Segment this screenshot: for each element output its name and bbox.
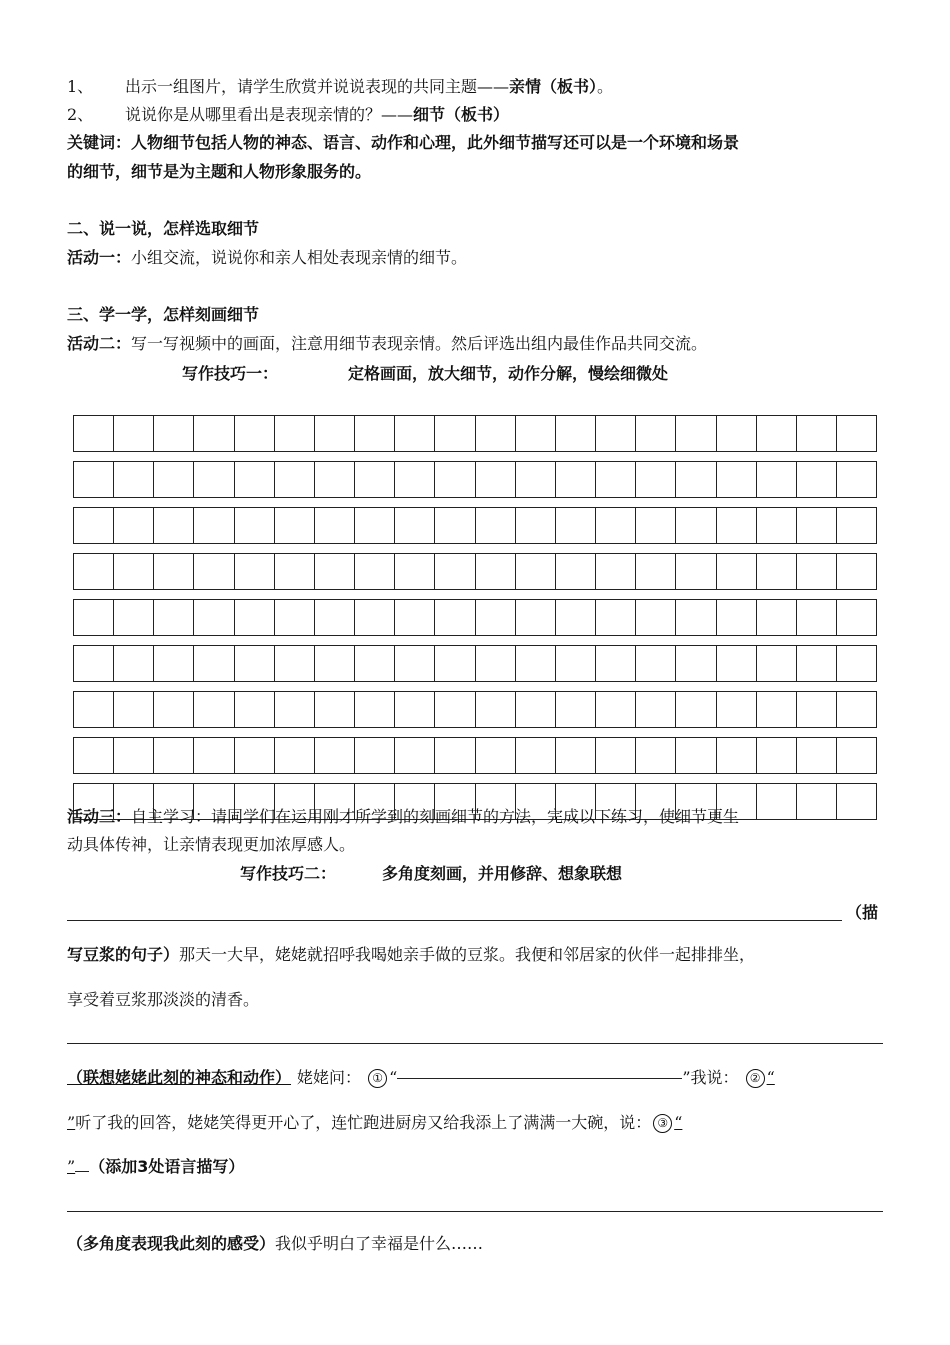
grid-cell[interactable] bbox=[516, 646, 556, 681]
grid-cell[interactable] bbox=[797, 784, 837, 819]
writing-grid[interactable] bbox=[73, 415, 877, 820]
grid-cell[interactable] bbox=[315, 416, 355, 451]
grid-cell[interactable] bbox=[676, 462, 716, 497]
grid-cell[interactable] bbox=[837, 554, 877, 589]
grid-cell[interactable] bbox=[395, 600, 435, 635]
grid-cell[interactable] bbox=[74, 738, 114, 773]
grid-row bbox=[73, 507, 877, 544]
grid-cell[interactable] bbox=[355, 646, 395, 681]
grid-cell[interactable] bbox=[235, 738, 275, 773]
grid-cell[interactable] bbox=[435, 600, 475, 635]
grid-cell[interactable] bbox=[194, 416, 234, 451]
grid-cell[interactable] bbox=[797, 508, 837, 543]
grid-cell[interactable] bbox=[395, 554, 435, 589]
grid-cell[interactable] bbox=[74, 508, 114, 543]
grid-cell[interactable] bbox=[757, 416, 797, 451]
grid-cell[interactable] bbox=[435, 554, 475, 589]
grid-cell[interactable] bbox=[114, 692, 154, 727]
grid-row bbox=[73, 553, 877, 590]
grid-cell[interactable] bbox=[717, 600, 757, 635]
grid-cell[interactable] bbox=[596, 416, 636, 451]
grid-cell[interactable] bbox=[837, 462, 877, 497]
grid-cell[interactable] bbox=[275, 554, 315, 589]
grid-cell[interactable] bbox=[636, 646, 676, 681]
grid-cell[interactable] bbox=[194, 646, 234, 681]
grid-cell[interactable] bbox=[154, 462, 194, 497]
grid-cell[interactable] bbox=[476, 600, 516, 635]
grid-cell[interactable] bbox=[797, 738, 837, 773]
exercise-paragraph-2: ”听了我的回答，姥姥笑得更开心了，连忙跑进厨房又给我添上了满满一大碗，说： ③ “ bbox=[67, 1113, 683, 1132]
grid-cell[interactable] bbox=[676, 692, 716, 727]
grid-cell[interactable] bbox=[395, 416, 435, 451]
grid-cell[interactable] bbox=[74, 600, 114, 635]
grid-cell[interactable] bbox=[636, 508, 676, 543]
grid-cell[interactable] bbox=[355, 692, 395, 727]
grid-cell[interactable] bbox=[315, 692, 355, 727]
grid-cell[interactable] bbox=[194, 554, 234, 589]
grid-cell[interactable] bbox=[154, 692, 194, 727]
circle-3: ③ bbox=[653, 1114, 672, 1133]
grid-cell[interactable] bbox=[235, 646, 275, 681]
grid-cell[interactable] bbox=[275, 738, 315, 773]
exercise-hint-3: ” （添加3处语言描写） bbox=[67, 1157, 245, 1176]
grid-cell[interactable] bbox=[395, 738, 435, 773]
grid-cell[interactable] bbox=[556, 646, 596, 681]
grid-cell[interactable] bbox=[797, 462, 837, 497]
grid-cell[interactable] bbox=[676, 600, 716, 635]
grid-cell[interactable] bbox=[275, 462, 315, 497]
grid-cell[interactable] bbox=[837, 646, 877, 681]
grid-cell[interactable] bbox=[74, 462, 114, 497]
grid-cell[interactable] bbox=[676, 738, 716, 773]
grid-cell[interactable] bbox=[837, 416, 877, 451]
grid-cell[interactable] bbox=[757, 462, 797, 497]
grid-cell[interactable] bbox=[194, 462, 234, 497]
grid-cell[interactable] bbox=[556, 600, 596, 635]
grid-cell[interactable] bbox=[837, 738, 877, 773]
grid-cell[interactable] bbox=[556, 416, 596, 451]
grid-cell[interactable] bbox=[435, 646, 475, 681]
grid-cell[interactable] bbox=[315, 554, 355, 589]
grid-cell[interactable] bbox=[717, 692, 757, 727]
grid-cell[interactable] bbox=[355, 416, 395, 451]
grid-cell[interactable] bbox=[476, 646, 516, 681]
grid-cell[interactable] bbox=[395, 508, 435, 543]
grid-cell[interactable] bbox=[435, 462, 475, 497]
grid-row bbox=[73, 461, 877, 498]
grid-cell[interactable] bbox=[114, 738, 154, 773]
grid-cell[interactable] bbox=[435, 692, 475, 727]
grid-cell[interactable] bbox=[355, 600, 395, 635]
activity-1: 活动一：小组交流，说说你和亲人相处表现亲情的细节。 bbox=[67, 248, 468, 267]
grid-row bbox=[73, 645, 877, 682]
grid-cell[interactable] bbox=[797, 554, 837, 589]
grid-cell[interactable] bbox=[797, 692, 837, 727]
grid-cell[interactable] bbox=[516, 692, 556, 727]
grid-row bbox=[73, 599, 877, 636]
grid-cell[interactable] bbox=[837, 600, 877, 635]
grid-cell[interactable] bbox=[676, 646, 716, 681]
grid-cell[interactable] bbox=[154, 738, 194, 773]
answer-blank-1[interactable] bbox=[397, 1078, 682, 1079]
grid-cell[interactable] bbox=[435, 508, 475, 543]
grid-cell[interactable] bbox=[476, 416, 516, 451]
grid-cell[interactable] bbox=[556, 692, 596, 727]
grid-cell[interactable] bbox=[837, 692, 877, 727]
grid-cell[interactable] bbox=[74, 646, 114, 681]
grid-cell[interactable] bbox=[717, 416, 757, 451]
section-3-heading: 三、学一学，怎样刻画细节 bbox=[67, 305, 260, 324]
grid-cell[interactable] bbox=[235, 416, 275, 451]
grid-cell[interactable] bbox=[235, 554, 275, 589]
exercise-paragraph-1: 写豆浆的句子）那天一大早，姥姥就招呼我喝她亲手做的豆浆。我便和邻居家的伙伴一起排排坐， bbox=[67, 945, 756, 964]
exercise-paragraph-1b: 享受着豆浆那淡淡的清香。 bbox=[67, 990, 260, 1009]
circle-2: ② bbox=[746, 1069, 765, 1088]
writing-tip-1: 写作技巧一： 定格画面，放大细节，动作分解，慢绘细微处 bbox=[182, 364, 669, 383]
intro-item-2: 2、 说说你是从哪里看出是表现亲情的？——细节（板书） bbox=[67, 105, 510, 124]
activity-2: 活动二：写一写视频中的画面，注意用细节表现亲情。然后评选出组内最佳作品共同交流。 bbox=[67, 334, 708, 353]
circle-1: ① bbox=[368, 1069, 387, 1088]
activity-3-line-2: 动具体传神，让亲情表现更加浓厚感人。 bbox=[67, 835, 356, 854]
grid-cell[interactable] bbox=[114, 646, 154, 681]
grid-cell[interactable] bbox=[717, 738, 757, 773]
grid-cell[interactable] bbox=[556, 738, 596, 773]
grid-cell[interactable] bbox=[556, 462, 596, 497]
grid-cell[interactable] bbox=[516, 738, 556, 773]
grid-cell[interactable] bbox=[636, 462, 676, 497]
grid-cell[interactable] bbox=[194, 738, 234, 773]
grid-cell[interactable] bbox=[476, 554, 516, 589]
intro-item-1: 1、 出示一组图片，请学生欣赏并说说表现的共同主题——亲情（板书）。 bbox=[67, 77, 614, 96]
grid-cell[interactable] bbox=[596, 646, 636, 681]
exercise-dialogue-line: （联想姥姥此刻的神态和动作） 姥姥问： ① “ ”我说： ② “ bbox=[67, 1068, 775, 1087]
grid-cell[interactable] bbox=[717, 646, 757, 681]
grid-cell[interactable] bbox=[235, 600, 275, 635]
activity-3-line-1: 活动三：自主学习：请同学们在运用刚才所学到的刻画细节的方法，完成以下练习，使细节更生 bbox=[67, 807, 740, 826]
grid-cell[interactable] bbox=[74, 692, 114, 727]
grid-cell[interactable] bbox=[154, 508, 194, 543]
grid-row bbox=[73, 691, 877, 728]
grid-cell[interactable] bbox=[797, 416, 837, 451]
grid-cell[interactable] bbox=[315, 738, 355, 773]
grid-cell[interactable] bbox=[717, 554, 757, 589]
grid-cell[interactable] bbox=[435, 416, 475, 451]
grid-cell[interactable] bbox=[596, 738, 636, 773]
grid-cell[interactable] bbox=[275, 508, 315, 543]
grid-cell[interactable] bbox=[757, 554, 797, 589]
grid-cell[interactable] bbox=[717, 462, 757, 497]
grid-cell[interactable] bbox=[516, 554, 556, 589]
grid-cell[interactable] bbox=[154, 600, 194, 635]
grid-cell[interactable] bbox=[596, 508, 636, 543]
grid-cell[interactable] bbox=[596, 692, 636, 727]
grid-cell[interactable] bbox=[636, 692, 676, 727]
grid-cell[interactable] bbox=[235, 508, 275, 543]
grid-cell[interactable] bbox=[114, 462, 154, 497]
grid-cell[interactable] bbox=[315, 508, 355, 543]
grid-cell[interactable] bbox=[797, 646, 837, 681]
grid-cell[interactable] bbox=[636, 554, 676, 589]
grid-cell[interactable] bbox=[636, 416, 676, 451]
grid-cell[interactable] bbox=[516, 508, 556, 543]
grid-cell[interactable] bbox=[154, 646, 194, 681]
grid-cell[interactable] bbox=[556, 508, 596, 543]
grid-cell[interactable] bbox=[757, 784, 797, 819]
grid-cell[interactable] bbox=[676, 416, 716, 451]
grid-cell[interactable] bbox=[676, 554, 716, 589]
grid-cell[interactable] bbox=[636, 600, 676, 635]
grid-cell[interactable] bbox=[757, 692, 797, 727]
grid-cell[interactable] bbox=[235, 692, 275, 727]
grid-cell[interactable] bbox=[154, 416, 194, 451]
keyword-line-1: 关键词：人物细节包括人物的神态、语言、动作和心理，此外细节描写还可以是一个环境和场景 bbox=[67, 133, 740, 152]
grid-cell[interactable] bbox=[435, 738, 475, 773]
grid-cell[interactable] bbox=[275, 600, 315, 635]
grid-cell[interactable] bbox=[757, 508, 797, 543]
grid-cell[interactable] bbox=[837, 508, 877, 543]
grid-cell[interactable] bbox=[114, 554, 154, 589]
grid-cell[interactable] bbox=[476, 738, 516, 773]
answer-line-2[interactable] bbox=[67, 1043, 883, 1044]
grid-cell[interactable] bbox=[194, 508, 234, 543]
grid-cell[interactable] bbox=[476, 508, 516, 543]
grid-cell[interactable] bbox=[355, 738, 395, 773]
grid-cell[interactable] bbox=[717, 508, 757, 543]
keyword-line-2: 的细节，细节是为主题和人物形象服务的。 bbox=[67, 162, 372, 181]
grid-cell[interactable] bbox=[516, 600, 556, 635]
grid-cell[interactable] bbox=[114, 508, 154, 543]
grid-cell[interactable] bbox=[395, 646, 435, 681]
grid-cell[interactable] bbox=[154, 554, 194, 589]
grid-cell[interactable] bbox=[516, 416, 556, 451]
grid-cell[interactable] bbox=[556, 554, 596, 589]
grid-cell[interactable] bbox=[596, 600, 636, 635]
grid-cell[interactable] bbox=[114, 416, 154, 451]
grid-cell[interactable] bbox=[74, 416, 114, 451]
answer-line-1[interactable] bbox=[67, 920, 842, 921]
grid-cell[interactable] bbox=[476, 462, 516, 497]
grid-cell[interactable] bbox=[596, 554, 636, 589]
grid-cell[interactable] bbox=[395, 692, 435, 727]
grid-cell[interactable] bbox=[355, 462, 395, 497]
grid-cell[interactable] bbox=[114, 600, 154, 635]
grid-cell[interactable] bbox=[355, 554, 395, 589]
grid-cell[interactable] bbox=[194, 600, 234, 635]
grid-row bbox=[73, 737, 877, 774]
grid-cell[interactable] bbox=[275, 646, 315, 681]
writing-tip-2: 写作技巧二： 多角度刻画，并用修辞、想象联想 bbox=[240, 864, 623, 883]
grid-row bbox=[73, 415, 877, 452]
grid-cell[interactable] bbox=[315, 462, 355, 497]
grid-cell[interactable] bbox=[315, 646, 355, 681]
grid-cell[interactable] bbox=[476, 692, 516, 727]
answer-line-3[interactable] bbox=[67, 1211, 883, 1212]
grid-cell[interactable] bbox=[596, 462, 636, 497]
grid-cell[interactable] bbox=[516, 462, 556, 497]
grid-cell[interactable] bbox=[194, 692, 234, 727]
grid-cell[interactable] bbox=[797, 600, 837, 635]
exercise-ending: （多角度表现我此刻的感受）我似乎明白了幸福是什么…… bbox=[67, 1234, 484, 1253]
grid-cell[interactable] bbox=[395, 462, 435, 497]
grid-cell[interactable] bbox=[235, 462, 275, 497]
grid-cell[interactable] bbox=[355, 508, 395, 543]
hint-doujiang-start: （描 bbox=[846, 903, 879, 922]
grid-cell[interactable] bbox=[74, 554, 114, 589]
section-2-heading: 二、说一说，怎样选取细节 bbox=[67, 219, 260, 238]
grid-cell[interactable] bbox=[275, 692, 315, 727]
grid-cell[interactable] bbox=[275, 416, 315, 451]
grid-cell[interactable] bbox=[315, 600, 355, 635]
grid-cell[interactable] bbox=[757, 600, 797, 635]
grid-cell[interactable] bbox=[757, 738, 797, 773]
grid-cell[interactable] bbox=[757, 646, 797, 681]
grid-cell[interactable] bbox=[676, 508, 716, 543]
grid-cell[interactable] bbox=[636, 738, 676, 773]
grid-cell[interactable] bbox=[837, 784, 877, 819]
